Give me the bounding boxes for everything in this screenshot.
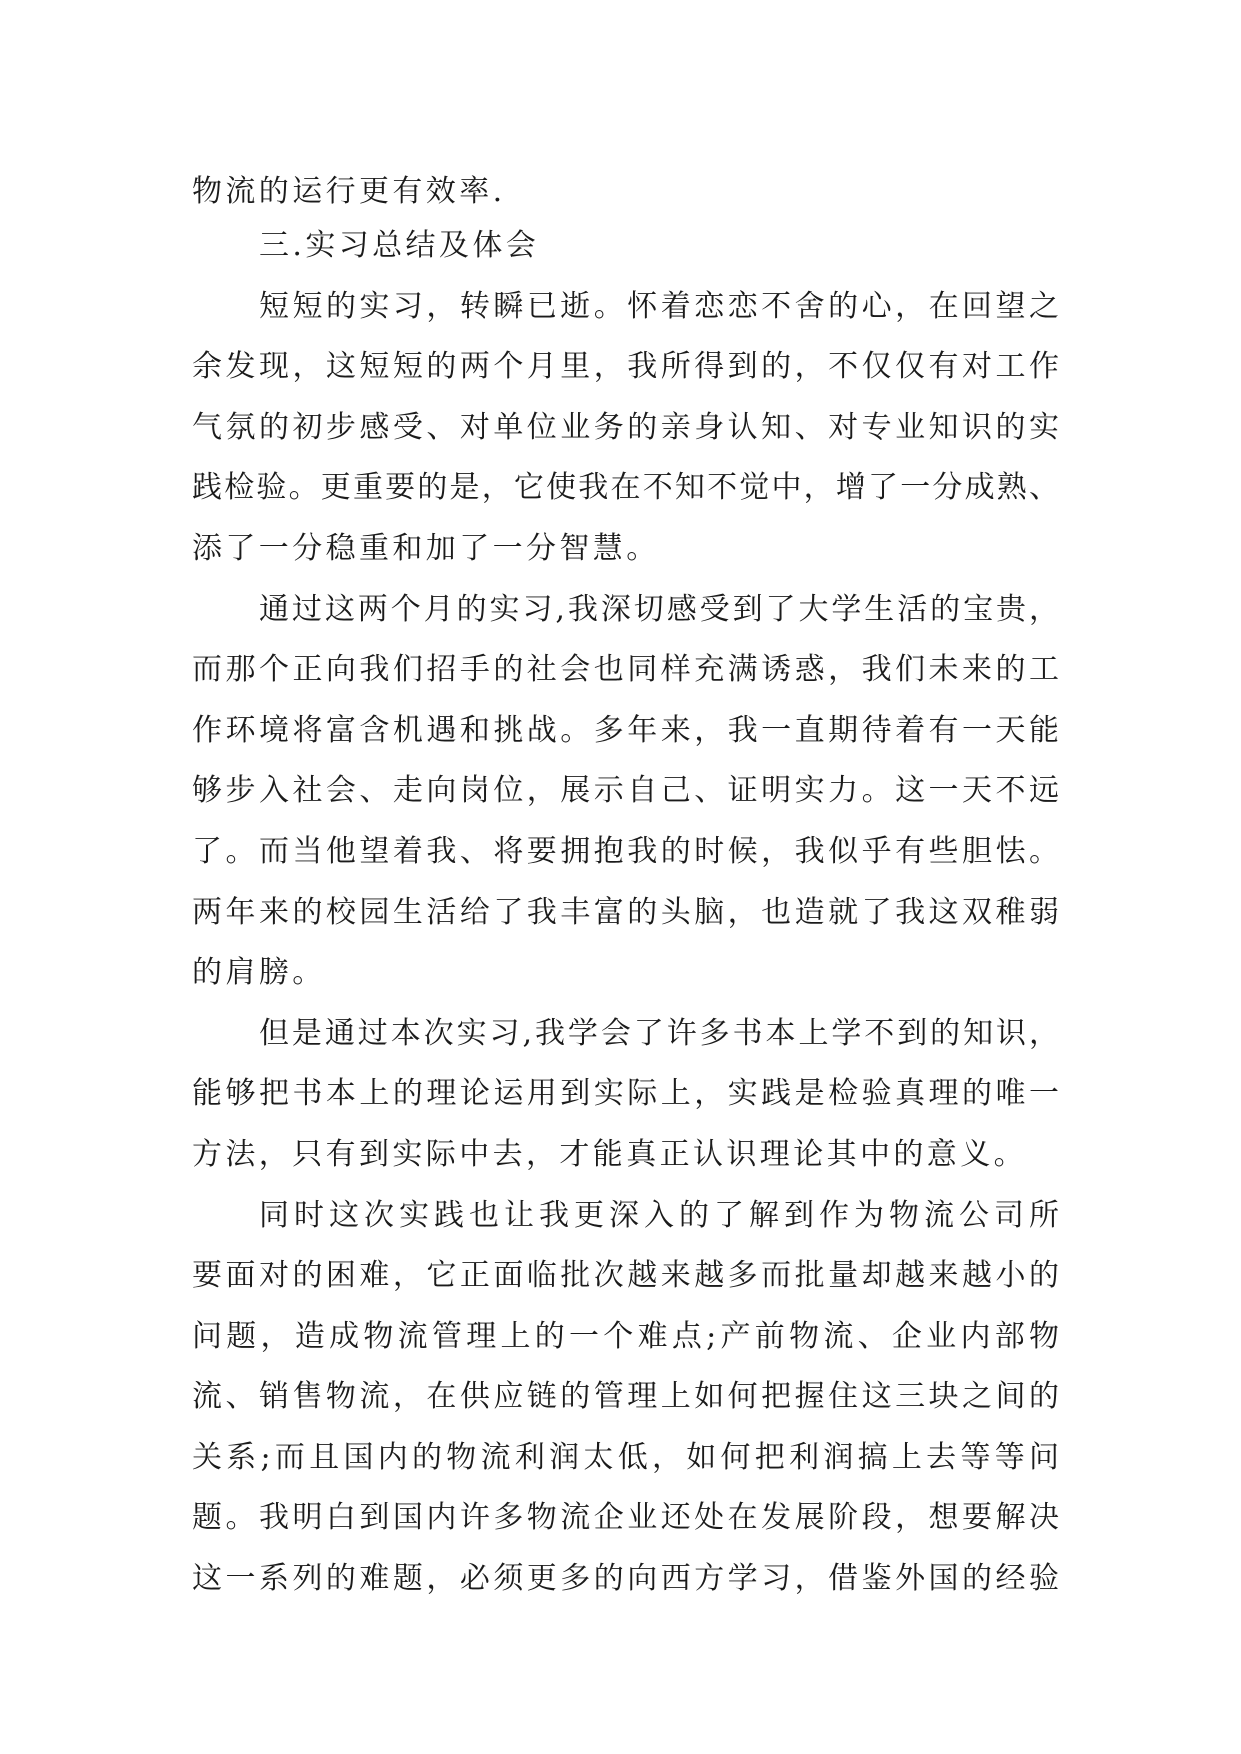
paragraph-continuation bbox=[192, 162, 1060, 223]
text-line: 流、销售物流，在供应链的管理上如何把握住这三块之间的 bbox=[192, 1379, 1060, 1415]
text-line: 通过这两个月的实习,我深切感受到了大学生活的宝贵， bbox=[259, 591, 1060, 627]
text-line: 而那个正向我们招手的社会也同样充满诱惑，我们未来的工 bbox=[192, 652, 1060, 688]
text-line: 添了一分稳重和加了一分智慧。 bbox=[192, 530, 660, 566]
paragraph bbox=[192, 1186, 1060, 1610]
paragraph bbox=[192, 277, 1060, 580]
text-line: 要面对的困难，它正面临批次越来越多而批量却越来越小的 bbox=[192, 1258, 1060, 1294]
text-line: 这一系列的难题，必须更多的向西方学习，借鉴外国的经验 bbox=[192, 1561, 1060, 1597]
paragraph bbox=[192, 580, 1060, 1004]
text-line: 物流的运行更有效率. bbox=[192, 174, 506, 209]
text-line: 方法，只有到实际中去，才能真正认识理论其中的意义。 bbox=[192, 1136, 1027, 1172]
text-line: 够步入社会、走向岗位，展示自己、证明实力。这一天不远 bbox=[192, 773, 1060, 809]
text-line: 问题，造成物流管理上的一个难点;产前物流、企业内部物 bbox=[192, 1318, 1060, 1354]
text-line: 两年来的校园生活给了我丰富的头脑，也造就了我这双稚弱 bbox=[192, 894, 1060, 930]
section-heading bbox=[192, 216, 1060, 277]
text-line: 气氛的初步感受、对单位业务的亲身认知、对专业知识的实 bbox=[192, 409, 1060, 445]
text-line: 关系;而且国内的物流利润太低，如何把利润搞上去等等问 bbox=[192, 1439, 1060, 1475]
document-body bbox=[192, 162, 1060, 1610]
text-line: 余发现，这短短的两个月里，我所得到的，不仅仅有对工作 bbox=[192, 349, 1060, 385]
text-line: 的肩膀。 bbox=[192, 955, 326, 991]
text-line: 同时这次实践也让我更深入的了解到作为物流公司所 bbox=[259, 1197, 1060, 1233]
text-line: 践检验。更重要的是，它使我在不知不觉中，增了一分成熟、 bbox=[192, 470, 1060, 506]
text-line: 了。而当他望着我、将要拥抱我的时候，我似乎有些胆怯。 bbox=[192, 833, 1060, 869]
text-line: 题。我明白到国内许多物流企业还处在发展阶段，想要解决 bbox=[192, 1500, 1060, 1536]
section-heading-text: 三.实习总结及体会 bbox=[259, 228, 540, 263]
text-line: 作环境将富含机遇和挑战。多年来，我一直期待着有一天能 bbox=[192, 712, 1060, 748]
paragraph bbox=[192, 1004, 1060, 1186]
text-line: 能够把书本上的理论运用到实际上，实践是检验真理的唯一 bbox=[192, 1076, 1060, 1112]
text-line: 但是通过本次实习,我学会了许多书本上学不到的知识， bbox=[259, 1015, 1060, 1051]
text-line: 短短的实习，转瞬已逝。怀着恋恋不舍的心，在回望之 bbox=[259, 288, 1060, 324]
